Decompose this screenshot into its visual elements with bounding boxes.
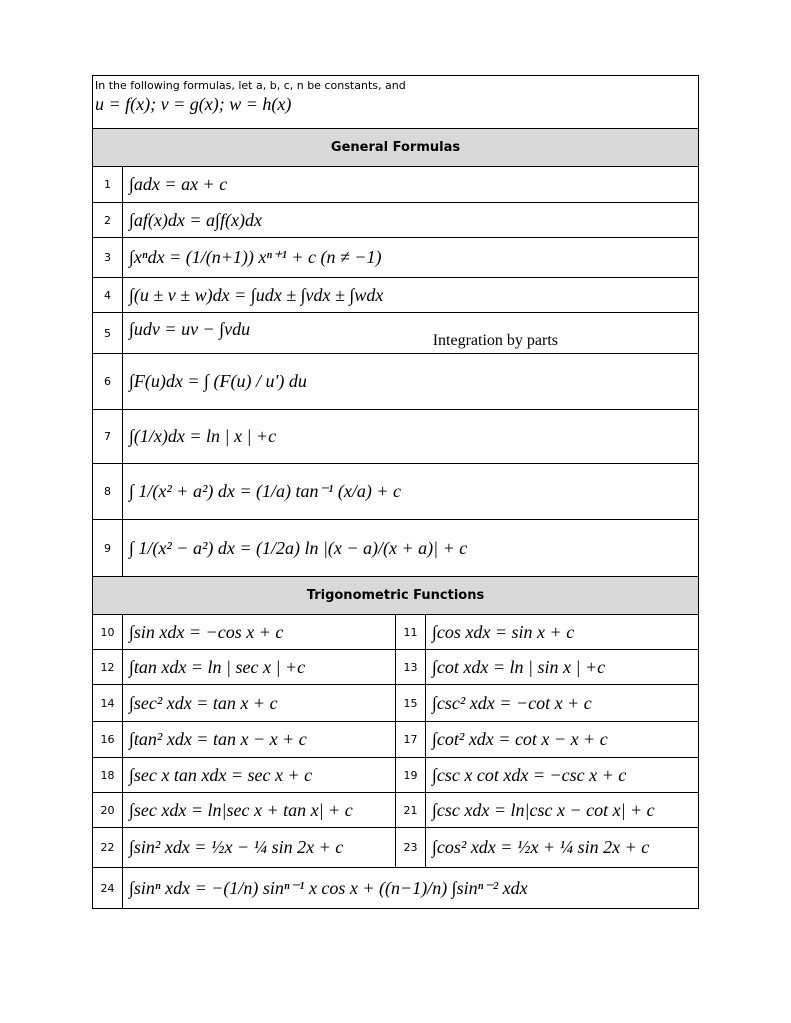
formula-pair-row xyxy=(93,722,698,758)
formula-number: 15 xyxy=(396,685,426,721)
formula-number: 2 xyxy=(93,203,123,237)
formula: ∫cos xdx = sin x + c xyxy=(432,621,575,642)
formula-row xyxy=(93,278,698,313)
formula: ∫csc² xdx = −cot x + c xyxy=(432,692,592,713)
formula-number: 6 xyxy=(93,354,123,409)
formula-number: 5 xyxy=(93,313,123,353)
intro-text: In the following formulas, let a, b, c, n be constants, and xyxy=(95,79,406,92)
formula: ∫sin xdx = −cos x + c xyxy=(129,621,284,642)
formula: ∫cos² xdx = ½x + ¼ sin 2x + c xyxy=(432,837,650,857)
formula-pair-row xyxy=(93,758,698,793)
formula: ∫tan² xdx = tan x − x + c xyxy=(129,729,307,749)
formula: ∫ 1/(x² − a²) dx = (1/2a) ln |(x − a)/(x + a)| + c xyxy=(129,537,468,558)
intro-row xyxy=(93,76,698,129)
formula: ∫sec² xdx = tan x + c xyxy=(129,692,278,713)
formula-number: 14 xyxy=(93,685,123,721)
formula-cell xyxy=(93,615,396,649)
integration-by-parts-note: Integration by parts xyxy=(432,332,558,349)
formula-cell xyxy=(93,685,396,721)
formula-pair-row xyxy=(93,793,698,828)
formula-number: 3 xyxy=(93,238,123,277)
formula-pair-row xyxy=(93,685,698,722)
formula-cell xyxy=(396,722,698,757)
formula-number: 24 xyxy=(93,868,123,908)
formula-row xyxy=(93,868,698,908)
formula: ∫adx = ax + c xyxy=(129,174,228,194)
formula-number: 18 xyxy=(93,758,123,792)
integral-formula-table xyxy=(92,75,699,909)
formula: ∫(1/x)dx = ln | x | +c xyxy=(129,426,277,446)
formula-number: 12 xyxy=(93,650,123,684)
formula-text: ∫udv = uv − ∫vdu xyxy=(129,319,251,339)
formula-number: 21 xyxy=(396,793,426,827)
formula-cell xyxy=(396,793,698,827)
formula-row xyxy=(93,203,698,238)
formula-row xyxy=(93,167,698,203)
formula-row xyxy=(93,410,698,464)
formula: ∫(u ± v ± w)dx = ∫udx ± ∫vdx ± ∫wdx xyxy=(129,284,384,305)
formula-cell xyxy=(93,650,396,684)
formula-number: 1 xyxy=(93,167,123,202)
formula: ∫sin² xdx = ½x − ¼ sin 2x + c xyxy=(129,837,344,857)
formula: ∫cot xdx = ln | sin x | +c xyxy=(432,656,606,677)
formula: ∫sec x tan xdx = sec x + c xyxy=(129,764,313,785)
formula-cell xyxy=(93,793,396,827)
formula: ∫F(u)dx = ∫ (F(u) / u′) du xyxy=(129,371,307,391)
formula-number: 19 xyxy=(396,758,426,792)
formula-number: 9 xyxy=(93,520,123,576)
formula-row xyxy=(93,354,698,410)
section-header-trig: Trigonometric Functions xyxy=(93,577,698,615)
formula-row xyxy=(93,313,698,354)
formula-cell xyxy=(396,685,698,721)
formula-number: 17 xyxy=(396,722,426,757)
formula: ∫sinⁿ xdx = −(1/n) sinⁿ⁻¹ x cos x + ((n−1)/n) ∫sinⁿ⁻² xdx xyxy=(129,877,528,898)
formula: ∫tan xdx = ln | sec x | +c xyxy=(129,656,306,677)
formula: ∫xⁿdx = (1/(n+1)) xⁿ⁺¹ + c (n ≠ −1) xyxy=(129,247,382,267)
formula: ∫af(x)dx = a∫f(x)dx xyxy=(129,209,262,230)
formula-row xyxy=(93,464,698,520)
formula-number: 22 xyxy=(93,828,123,867)
formula-cell xyxy=(93,828,396,867)
formula-number: 11 xyxy=(396,615,426,649)
formula-cell xyxy=(396,615,698,649)
formula-number: 16 xyxy=(93,722,123,757)
formula-cell xyxy=(93,758,396,792)
formula-pair-row xyxy=(93,650,698,685)
formula: ∫sec xdx = ln|sec x + tan x| + c xyxy=(129,799,353,820)
formula-number: 20 xyxy=(93,793,123,827)
formula-number: 23 xyxy=(396,828,426,867)
formula xyxy=(123,313,698,353)
formula-cell xyxy=(396,828,698,867)
formula: ∫csc x cot xdx = −csc x + c xyxy=(432,764,627,785)
formula-number: 4 xyxy=(93,278,123,312)
formula: ∫csc xdx = ln|csc x − cot x| + c xyxy=(432,799,655,820)
intro-definitions: u = f(x); v = g(x); w = h(x) xyxy=(95,94,292,114)
formula-number: 8 xyxy=(93,464,123,519)
formula-cell xyxy=(93,722,396,757)
formula-number: 10 xyxy=(93,615,123,649)
formula-number: 7 xyxy=(93,410,123,463)
formula-row xyxy=(93,520,698,577)
formula-row xyxy=(93,238,698,278)
formula-number: 13 xyxy=(396,650,426,684)
formula-pair-row xyxy=(93,828,698,868)
formula: ∫ 1/(x² + a²) dx = (1/a) tan⁻¹ (x/a) + c xyxy=(129,481,401,501)
formula-pair-row xyxy=(93,615,698,650)
formula-cell xyxy=(396,758,698,792)
section-header-general: General Formulas xyxy=(93,129,698,167)
formula: ∫cot² xdx = cot x − x + c xyxy=(432,729,608,749)
formula-cell xyxy=(396,650,698,684)
